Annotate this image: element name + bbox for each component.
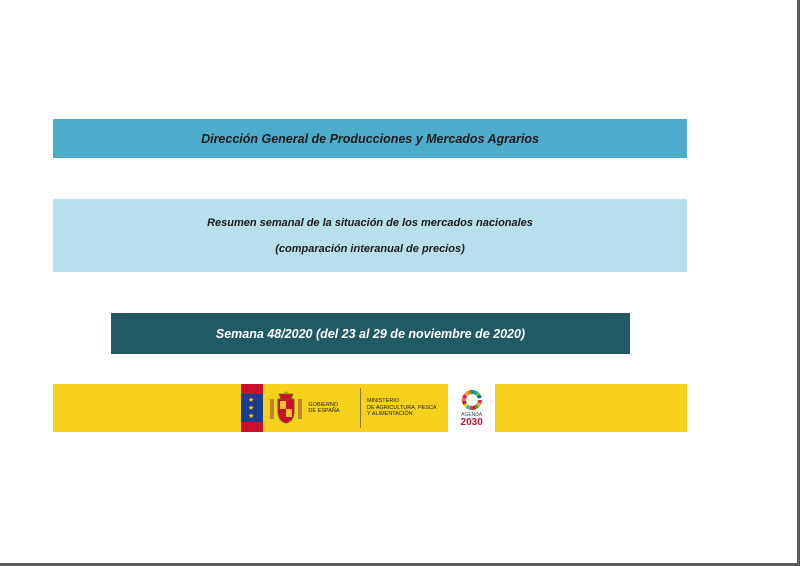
organization-title: Dirección General de Producciones y Mercados Agrarios [201, 131, 539, 146]
agenda-2030-logo [448, 384, 495, 432]
week-label: Semana 48/2020 (del 23 al 29 de noviembre de 2020) [215, 326, 526, 341]
coat-of-arms-icon [263, 384, 309, 432]
organization-banner [53, 119, 687, 158]
agenda-label: AGENDA [461, 411, 483, 418]
sdg-wheel-icon [461, 389, 483, 411]
eu-flag-icon: ★ ★ ★ [241, 384, 263, 432]
summary-banner [53, 199, 687, 272]
week-banner [111, 313, 630, 354]
logo-divider [360, 388, 361, 428]
agenda-year: 2030 [460, 416, 483, 428]
logo-strip [241, 384, 495, 432]
ministry-label: MINISTERIO DE AGRICULTURA, PESCA Y ALIMENTACIÓN [367, 398, 437, 418]
summary-subtitle: (comparación interanual de precios) [275, 242, 465, 255]
summary-title: Resumen semanal de la situación de los mercados nacionales [207, 216, 533, 229]
government-label: GOBIERNO DE ESPAÑA [308, 401, 340, 414]
